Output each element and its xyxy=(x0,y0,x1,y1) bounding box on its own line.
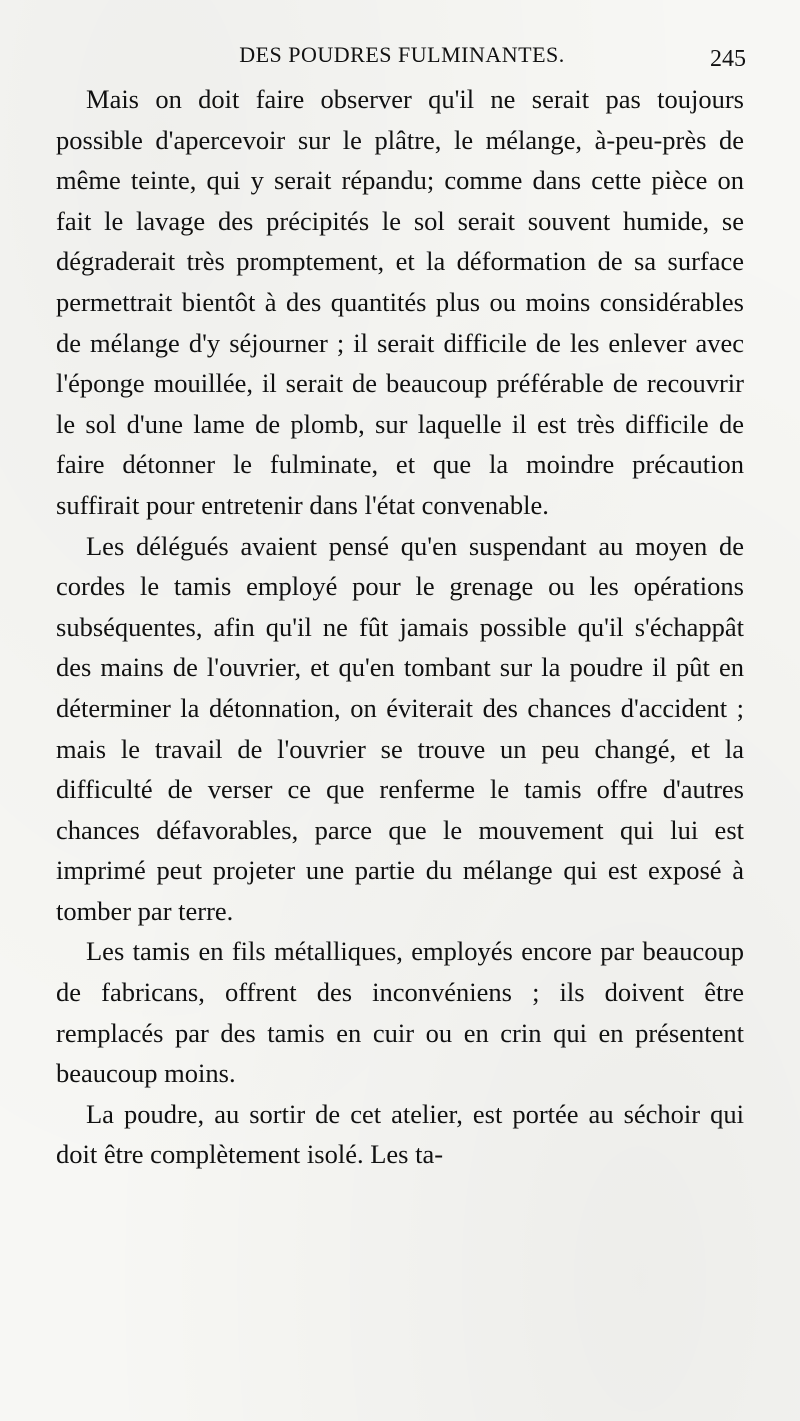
paragraph: Mais on doit faire observer qu'il ne serait pas toujours possible d'apercevoir sur le plâtre, le mélange, à-peu-près de même teinte, qui y serait répandu; comme dans cette pièce on fait le lavage des précipités le sol serait souvent humide, se dégraderait très promptement, et la déformation de sa surface permettrait bientôt à des quantités plus ou moins considérables de mélange d'y séjourner ; il serait difficile de les enlever avec l'éponge mouillée, il serait de beaucoup préférable de recouvrir le sol d'une lame de plomb, sur laquelle il est très difficile de faire détonner le fulminate, et que la moindre précaution suffirait pour entretenir dans l'état convenable. xyxy=(56,84,744,520)
paragraph: La poudre, au sortir de cet atelier, est portée au séchoir qui doit être complètement isolé. Les ta- xyxy=(56,1098,744,1170)
running-title: DES POUDRES FULMINANTES. xyxy=(239,42,565,67)
page-header xyxy=(56,42,748,76)
body-text xyxy=(56,79,744,1175)
paragraph: Les tamis en fils métalliques, employés encore par beaucoup de fabricans, offrent des inconvéniens ; ils doivent être remplacés par des tamis en cuir ou en crin qui en présentent beaucoup moins. xyxy=(56,936,744,1089)
page-number: 245 xyxy=(710,46,746,72)
paragraph: Les délégués avaient pensé qu'en suspendant au moyen de cordes le tamis employé pour le grenage ou les opérations subséquentes, afin qu'il ne fût jamais possible qu'il s'échappât des mains de l'ouvrier, et qu'en tombant sur la poudre il pût en déterminer la détonnation, on éviterait des chances d'accident ; mais le travail de l'ouvrier se trouve un peu changé, et la difficulté de verser ce que renferme le tamis offre d'autres chances défavorables, parce que le mouvement qui lui est imprimé peut projeter une partie du mélange qui est exposé à tomber par terre. xyxy=(56,530,744,926)
